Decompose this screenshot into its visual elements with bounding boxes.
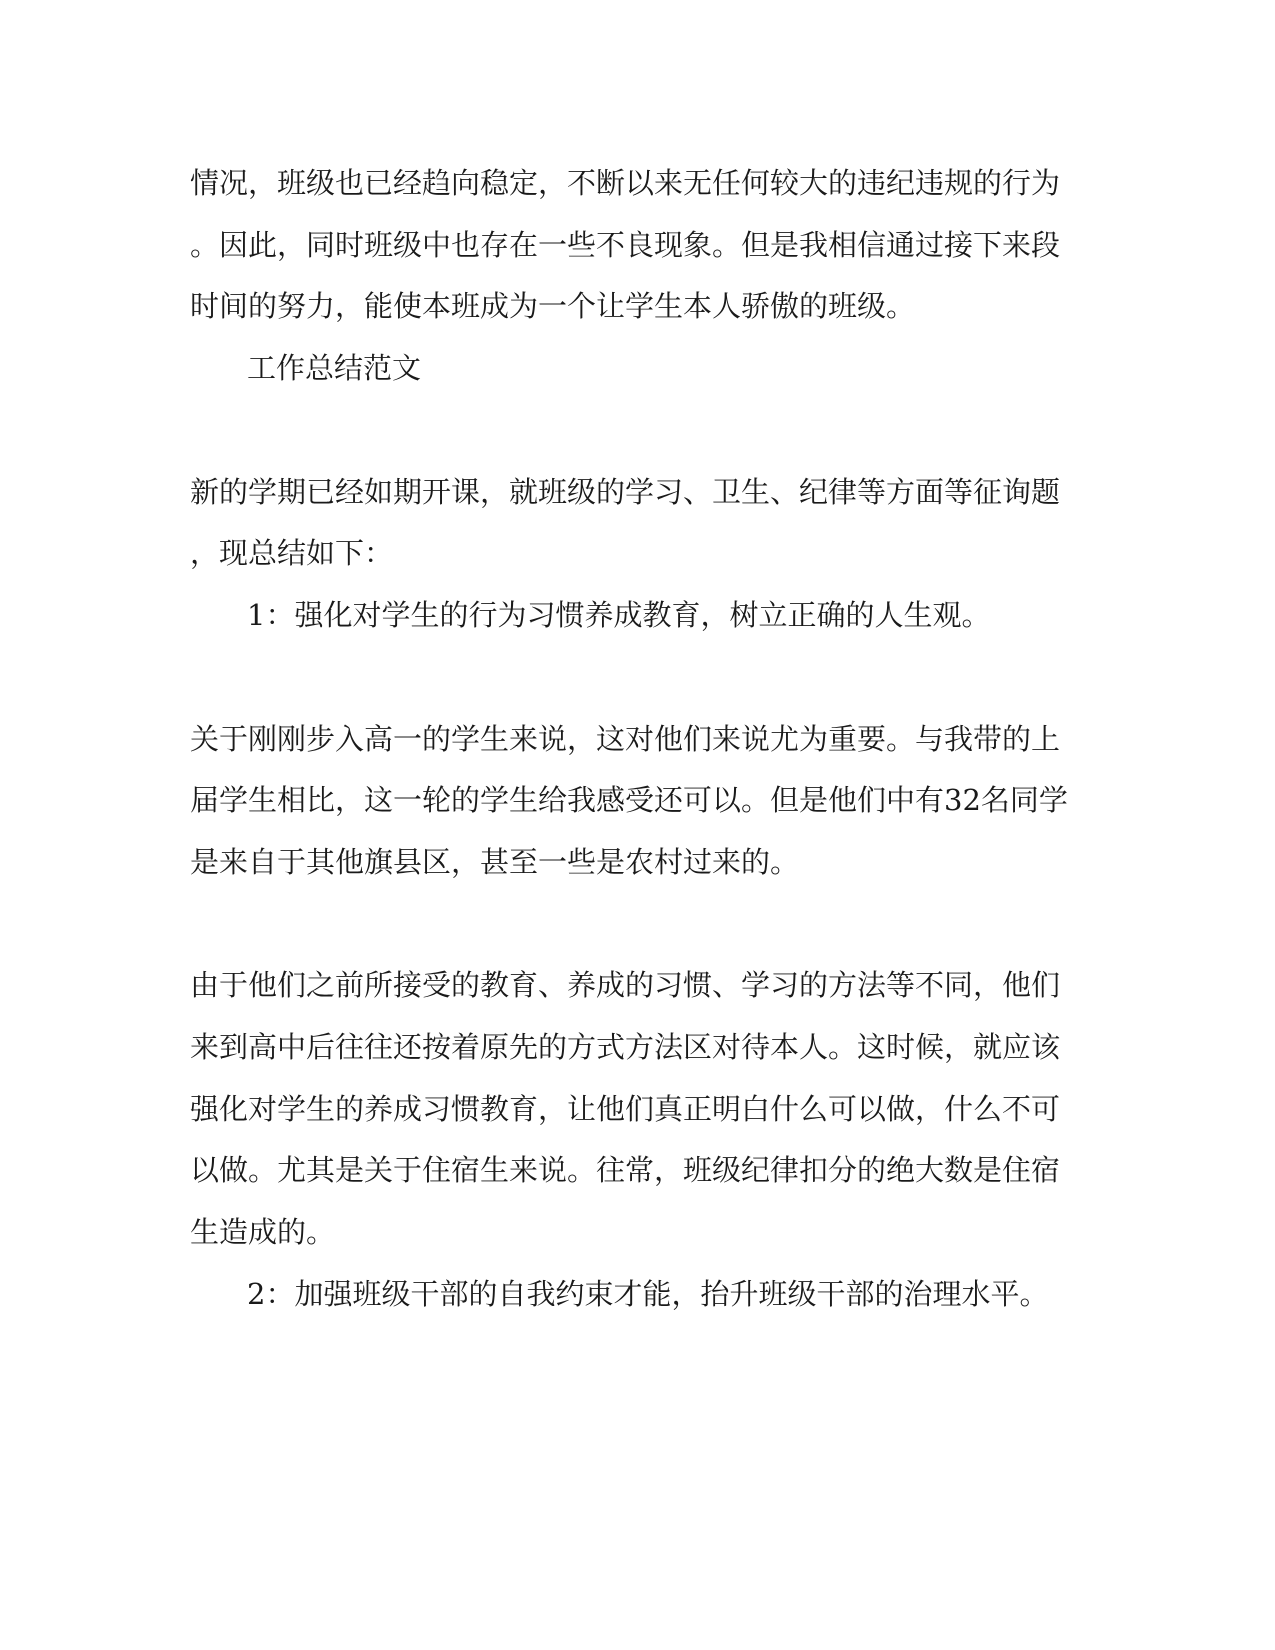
- list-item-2: 2：加强班级干部的自我约束才能，抬升班级干部的治理水平。: [247, 1277, 1049, 1311]
- paragraph-2-line-1: 新的学期已经如期开课，就班级的学习、卫生、纪律等方面等征询题: [190, 475, 1061, 509]
- paragraph-3-line-3: 是来自于其他旗县区，甚至一些是农村过来的。: [190, 845, 800, 879]
- list-item-1: 1：强化对学生的行为习惯养成教育，树立正确的人生观。: [247, 598, 991, 632]
- paragraph-3-line-1: 关于刚刚步入高一的学生来说，这对他们来说尤为重要。与我带的上: [190, 722, 1061, 756]
- paragraph-4-line-4: 以做。尤其是关于住宿生来说。往常，班级纪律扣分的绝大数是住宿: [190, 1153, 1061, 1187]
- paragraph-4-line-5: 生造成的。: [190, 1215, 336, 1249]
- paragraph-4-line-1: 由于他们之前所接受的教育、养成的习惯、学习的方法等不同，他们: [190, 968, 1061, 1002]
- paragraph-1-line-3: 时间的努力，能使本班成为一个让学生本人骄傲的班级。: [190, 289, 916, 323]
- paragraph-4-line-3: 强化对学生的养成习惯教育，让他们真正明白什么可以做，什么不可: [190, 1092, 1061, 1126]
- section-heading: 工作总结范文: [247, 351, 422, 385]
- paragraph-1-line-1: 情况，班级也已经趋向稳定，不断以来无任何较大的违纪违规的行为: [190, 166, 1061, 200]
- paragraph-1-line-2: 。因此，同时班级中也存在一些不良现象。但是我相信通过接下来段: [190, 228, 1061, 262]
- paragraph-4-line-2: 来到高中后往往还按着原先的方式方法区对待本人。这时候，就应该: [190, 1030, 1061, 1064]
- paragraph-3-line-2: 届学生相比，这一轮的学生给我感受还可以。但是他们中有32名同学: [190, 783, 1068, 817]
- paragraph-2-line-2: ，现总结如下：: [190, 536, 394, 570]
